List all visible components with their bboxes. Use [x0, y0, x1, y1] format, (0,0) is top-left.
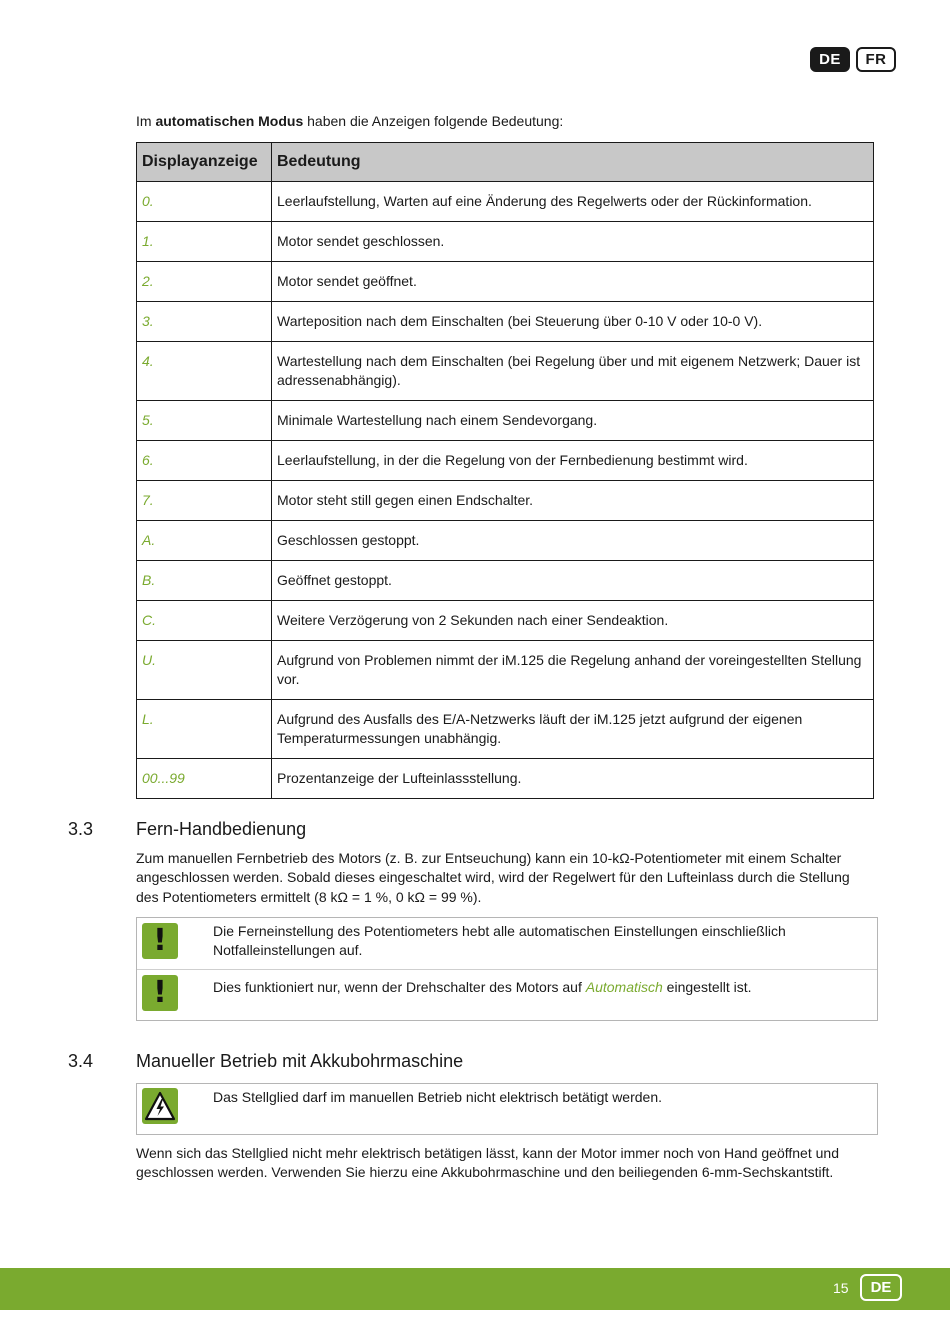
notice-text: Die Ferneinstellung des Potentiometers hebt alle automatischen Einstellungen einschließlich Notfalleinstellungen auf. — [213, 923, 786, 959]
section-title-3-4: Manueller Betrieb mit Akkubohrmaschine — [136, 1051, 464, 1071]
display-code: 2. — [137, 262, 272, 302]
table-row — [137, 441, 874, 481]
language-de-button[interactable]: DE — [810, 47, 850, 72]
language-switcher — [810, 47, 896, 72]
column-header-meaning: Bedeutung — [272, 143, 874, 182]
display-meaning: Wartestellung nach dem Einschalten (bei Regelung über und mit eigenem Netzwerk; Dauer ist adressenabhängig). — [272, 342, 874, 401]
display-meaning: Aufgrund von Problemen nimmt der iM.125 die Regelung anhand der voreingestellten Stellung vor. — [272, 641, 874, 700]
section-number-3-4: 3.4 — [68, 1051, 94, 1071]
table-row — [137, 759, 874, 799]
table-row — [137, 521, 874, 561]
display-meaning: Leerlaufstellung, in der die Regelung von der Fernbedienung bestimmt wird. — [272, 441, 874, 481]
page-number: 15 — [833, 1280, 849, 1296]
display-code: A. — [137, 521, 272, 561]
table-header-row — [137, 143, 874, 182]
display-meaning: Motor sendet geöffnet. — [272, 262, 874, 302]
table-row — [137, 222, 874, 262]
display-code: 5. — [137, 401, 272, 441]
display-code: 00...99 — [137, 759, 272, 799]
table-row — [137, 561, 874, 601]
table-row — [137, 700, 874, 759]
language-fr-button[interactable]: FR — [856, 47, 896, 72]
display-code: 6. — [137, 441, 272, 481]
notice-text: Das Stellglied darf im manuellen Betrieb nicht elektrisch betätigt werden. — [213, 1089, 663, 1105]
danger-notice-box — [136, 1083, 878, 1135]
display-meaning: Weitere Verzögerung von 2 Sekunden nach einer Sendeaktion. — [272, 601, 874, 641]
display-code: L. — [137, 700, 272, 759]
footer-bar — [0, 1268, 950, 1310]
intro-text: Im automatischen Modus haben die Anzeigen folgende Bedeutung: — [136, 113, 564, 129]
display-code: 3. — [137, 302, 272, 342]
display-meaning: Minimale Wartestellung nach einem Sendevorgang. — [272, 401, 874, 441]
display-meaning: Motor steht still gegen einen Endschalter. — [272, 481, 874, 521]
table-row — [137, 641, 874, 700]
footer-language-badge: DE — [860, 1274, 902, 1301]
display-code: 1. — [137, 222, 272, 262]
section-3-4-body: Wenn sich das Stellglied nicht mehr elektrisch betätigen lässt, kann der Motor immer noch von Hand geöffnet und geschlossen werden. Verwenden Sie hierzu eine Akkubohrmaschine und den beiliegenden 6-mm-Sechskantstift. — [136, 1145, 839, 1181]
column-header-display: Displayanzeige — [137, 143, 272, 182]
section-title-3-3: Fern-Handbedienung — [136, 819, 307, 839]
display-meaning: Warteposition nach dem Einschalten (bei Steuerung über 0-10 V oder 10-0 V). — [272, 302, 874, 342]
table-row — [137, 262, 874, 302]
exclamation-warning-icon: ! — [142, 975, 178, 1011]
display-meaning: Prozentanzeige der Lufteinlassstellung. — [272, 759, 874, 799]
high-voltage-warning-icon — [142, 1088, 178, 1124]
display-code: 0. — [137, 182, 272, 222]
display-code: B. — [137, 561, 272, 601]
display-meaning: Geschlossen gestoppt. — [272, 521, 874, 561]
display-meaning-table — [136, 142, 874, 799]
table-row — [137, 481, 874, 521]
notice-text: Dies funktioniert nur, wenn der Drehschalter des Motors auf Automatisch eingestellt ist. — [213, 979, 752, 995]
table-row — [137, 302, 874, 342]
intro-bold: automatischen Modus — [155, 113, 304, 129]
display-meaning: Leerlaufstellung, Warten auf eine Änderung des Regelwerts oder der Rückinformation. — [272, 182, 874, 222]
notice-box — [136, 917, 878, 1021]
display-code: U. — [137, 641, 272, 700]
display-code: C. — [137, 601, 272, 641]
notice-row — [137, 918, 877, 969]
automatic-mode-emphasis: Automatisch — [585, 979, 663, 995]
display-code: 4. — [137, 342, 272, 401]
table-row — [137, 342, 874, 401]
section-number-3-3: 3.3 — [68, 819, 94, 839]
exclamation-warning-icon: ! — [142, 923, 178, 959]
table-row — [137, 182, 874, 222]
display-meaning: Geöffnet gestoppt. — [272, 561, 874, 601]
section-3-3-body: Zum manuellen Fernbetrieb des Motors (z. B. zur Entseuchung) kann ein 10-kΩ-Potentiometer mit einem Schalter angeschlossen werden. Sobald dieses eingeschaltet wird, wird der Regelwert für den Lufteinlass durch die Stellung des Potentiometers ermittelt (8 kΩ = 1 %, 0 kΩ = 99 %). — [136, 850, 850, 905]
table-row — [137, 601, 874, 641]
display-meaning: Aufgrund des Ausfalls des E/A-Netzwerks läuft der iM.125 jetzt aufgrund der eigenen Temperaturmessungen unabhängig. — [272, 700, 874, 759]
notice-row — [137, 969, 877, 1021]
table-row — [137, 401, 874, 441]
display-code: 7. — [137, 481, 272, 521]
notice-row — [137, 1084, 877, 1134]
display-meaning: Motor sendet geschlossen. — [272, 222, 874, 262]
